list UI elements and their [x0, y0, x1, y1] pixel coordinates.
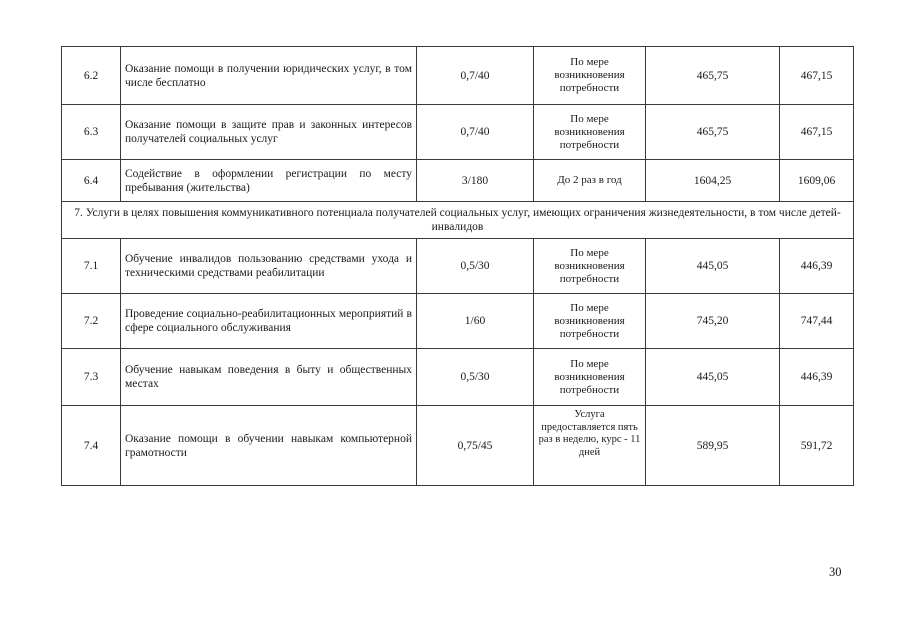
tariff-value-1: 589,95	[646, 406, 780, 486]
table-row	[62, 105, 854, 160]
time-norm: 0,7/40	[417, 105, 534, 160]
table-row	[62, 47, 854, 105]
table-row	[62, 406, 854, 486]
tariff-value-2: 1609,06	[780, 160, 854, 202]
service-frequency: По мере возникновения потребности	[534, 47, 646, 105]
row-number: 7.2	[62, 294, 121, 349]
service-frequency: По мере возникновения потребности	[534, 294, 646, 349]
tariff-value-1: 745,20	[646, 294, 780, 349]
section-title: 7. Услуги в целях повышения коммуникативного потенциала получателей социальных услуг, имеющих ограничения жизнедеятельности, в том числе детей-инвалидов	[62, 202, 854, 239]
tariff-value-1: 465,75	[646, 105, 780, 160]
row-number: 6.4	[62, 160, 121, 202]
service-name: Обучение навыкам поведения в быту и общественных местах	[121, 349, 417, 406]
tariff-value-2: 747,44	[780, 294, 854, 349]
row-number: 7.3	[62, 349, 121, 406]
time-norm: 0,5/30	[417, 349, 534, 406]
service-name: Оказание помощи в защите прав и законных интересов получателей социальных услуг	[121, 105, 417, 160]
table-row	[62, 294, 854, 349]
service-frequency: По мере возникновения потребности	[534, 105, 646, 160]
service-name: Проведение социально-реабилитационных мероприятий в сфере социального обслуживания	[121, 294, 417, 349]
time-norm: 0,75/45	[417, 406, 534, 486]
service-frequency: До 2 раз в год	[534, 160, 646, 202]
time-norm: 3/180	[417, 160, 534, 202]
tariff-value-2: 467,15	[780, 47, 854, 105]
row-number: 7.1	[62, 239, 121, 294]
tariff-value-2: 446,39	[780, 239, 854, 294]
services-table	[61, 46, 854, 486]
tariff-value-2: 467,15	[780, 105, 854, 160]
tariff-value-1: 465,75	[646, 47, 780, 105]
table-row	[62, 349, 854, 406]
section-header-row	[62, 202, 854, 239]
table-row	[62, 160, 854, 202]
service-frequency: По мере возникновения потребности	[534, 239, 646, 294]
page-number: 30	[829, 565, 842, 579]
service-frequency: По мере возникновения потребности	[534, 349, 646, 406]
table-row	[62, 239, 854, 294]
row-number: 6.3	[62, 105, 121, 160]
row-number: 7.4	[62, 406, 121, 486]
tariff-value-1: 1604,25	[646, 160, 780, 202]
service-name: Оказание помощи в получении юридических услуг, в том числе бесплатно	[121, 47, 417, 105]
tariff-value-1: 445,05	[646, 349, 780, 406]
tariff-value-2: 446,39	[780, 349, 854, 406]
time-norm: 1/60	[417, 294, 534, 349]
service-name: Обучение инвалидов пользованию средствами ухода и техническими средствами реабилитации	[121, 239, 417, 294]
service-name: Содействие в оформлении регистрации по месту пребывания (жительства)	[121, 160, 417, 202]
service-frequency: Услуга предоставляется пять раз в неделю, курс - 11 дней	[534, 406, 646, 486]
tariff-value-2: 591,72	[780, 406, 854, 486]
row-number: 6.2	[62, 47, 121, 105]
time-norm: 0,5/30	[417, 239, 534, 294]
tariff-value-1: 445,05	[646, 239, 780, 294]
time-norm: 0,7/40	[417, 47, 534, 105]
service-name: Оказание помощи в обучении навыкам компьютерной грамотности	[121, 406, 417, 486]
